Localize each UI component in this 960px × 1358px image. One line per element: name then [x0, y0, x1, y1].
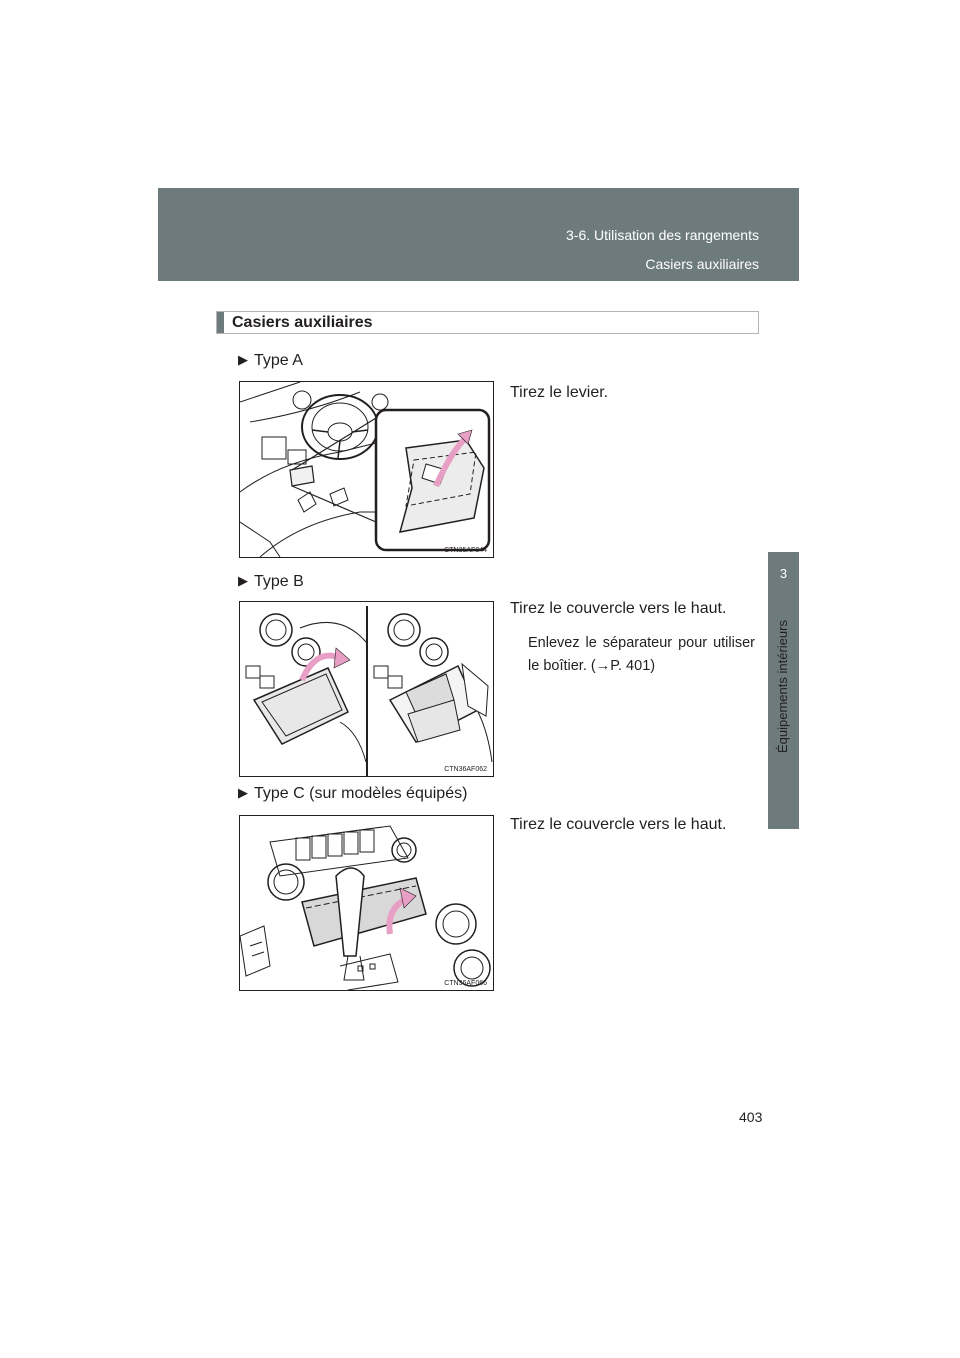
type-c-illustration	[240, 816, 493, 990]
figure-type-a	[239, 381, 494, 558]
figure-code-c: CTN36AF066	[444, 980, 487, 987]
type-c-label-text: Type C (sur modèles équipés)	[254, 785, 468, 802]
section-heading-bar	[217, 312, 224, 333]
header-band	[158, 188, 799, 281]
type-a-label-text: Type A	[254, 352, 303, 369]
type-b-note: Enlevez le séparateur pour utiliser le boîtier. (→P. 401)	[528, 635, 755, 674]
header-section-title: 3-6. Utilisation des rangements	[566, 227, 759, 243]
type-c-instruction: Tirez le couvercle vers le haut.	[510, 816, 727, 833]
section-heading	[216, 311, 759, 334]
bullet-triangle-icon: ▶	[238, 352, 248, 367]
type-b-illustration	[240, 602, 493, 776]
type-b-label	[238, 573, 304, 591]
chapter-label: Équipements intérieurs	[775, 620, 790, 754]
figure-code-a: CTN35AF044	[444, 547, 487, 554]
section-title: Casiers auxiliaires	[232, 314, 373, 331]
figure-type-b	[239, 601, 494, 777]
type-a-illustration	[240, 382, 493, 557]
type-a-label	[238, 352, 303, 370]
header-subsection-title: Casiers auxiliaires	[645, 256, 759, 272]
bullet-triangle-icon: ▶	[238, 785, 248, 800]
type-b-label-text: Type B	[254, 573, 304, 590]
type-b-instruction: Tirez le couvercle vers le haut.	[510, 600, 727, 617]
type-c-label	[238, 785, 467, 803]
bullet-triangle-icon: ▶	[238, 573, 248, 588]
type-a-instruction: Tirez le levier.	[510, 384, 609, 401]
figure-type-c	[239, 815, 494, 991]
chapter-number: 3	[779, 566, 788, 581]
page-number: 403	[739, 1109, 763, 1125]
figure-code-b: CTN36AF062	[444, 766, 487, 773]
